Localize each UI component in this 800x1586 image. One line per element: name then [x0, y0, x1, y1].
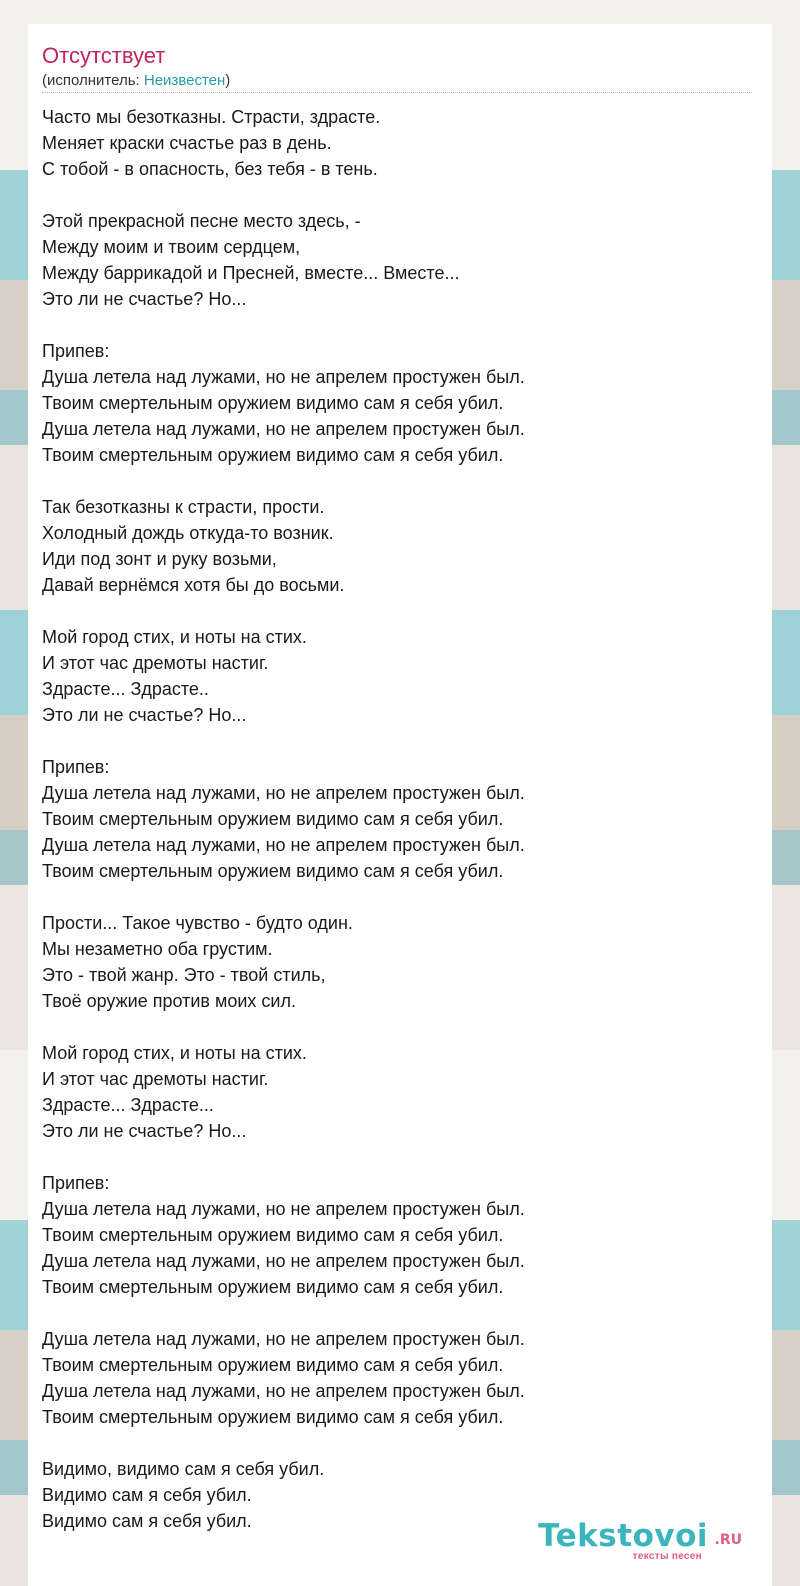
artist-link[interactable]: Неизвестен — [143, 72, 226, 89]
site-logo[interactable] — [532, 1518, 742, 1564]
artist-line — [42, 72, 230, 90]
lyrics-text: Часто мы безотказны. Страсти, здрасте. Меняет краски счастье раз в день. С тобой - в опасность, без тебя - в тень. Этой прекрасной песне место здесь, - Между моим и твоим сердцем, Между баррикадой и Пресней, вместе... Вместе... Это ли не счастье? Но... Припев: Душа летела над лужами, но не апрелем простужен был. Твоим смертельным оружием видимо сам я себя убил. Душа летела над лужами, но не апрелем простужен был. Твоим смертельным оружием видимо сам я себя убил. Так безотказны к страсти, прости. Холодный дождь откуда-то возник. Иди под зонт и руку возьми, Давай вернёмся хотя бы до восьми. Мой город стих, и ноты на стих. И этот час дремоты настиг. Здрасте... Здрасте.. Это ли не счастье? Но... Припев: Душа летела над лужами, но не апрелем простужен был. Твоим смертельным оружием видимо сам я себя убил. Душа летела над лужами, но не апрелем простужен был. Твоим смертельным оружием видимо сам я себя убил. Прости... Такое чувство - будто один. Мы незаметно оба грустим. Это - твой жанр. Это - твой стиль, Твоё оружие против моих сил. Мой город стих, и ноты на стих. И этот час дремоты настиг. Здрасте... Здрасте... Это ли не счастье? Но... Припев: Душа летела над лужами, но не апрелем простужен был. Твоим смертельным оружием видимо сам я себя убил. Душа летела над лужами, но не апрелем простужен был. Твоим смертельным оружием видимо сам я себя убил. Душа летела над лужами, но не апрелем простужен был. Твоим смертельным оружием видимо сам я себя убил. Душа летела над лужами, но не апрелем простужен был. Твоим смертельным оружием видимо сам я себя убил. Видимо, видимо сам я себя убил. Видимо сам я себя убил. Видимо сам я себя убил. — [42, 107, 525, 1531]
artist-prefix: (исполнитель: — [42, 72, 144, 89]
logo-domain-suffix: .RU — [714, 1532, 742, 1548]
divider — [42, 92, 752, 93]
logo-tagline: тексты песен — [632, 1551, 702, 1562]
lyrics-card — [28, 24, 772, 1586]
logo-wordmark: Tekstovoi — [538, 1518, 708, 1554]
artist-suffix: ) — [225, 72, 231, 89]
song-title: Отсутствует — [42, 43, 166, 68]
